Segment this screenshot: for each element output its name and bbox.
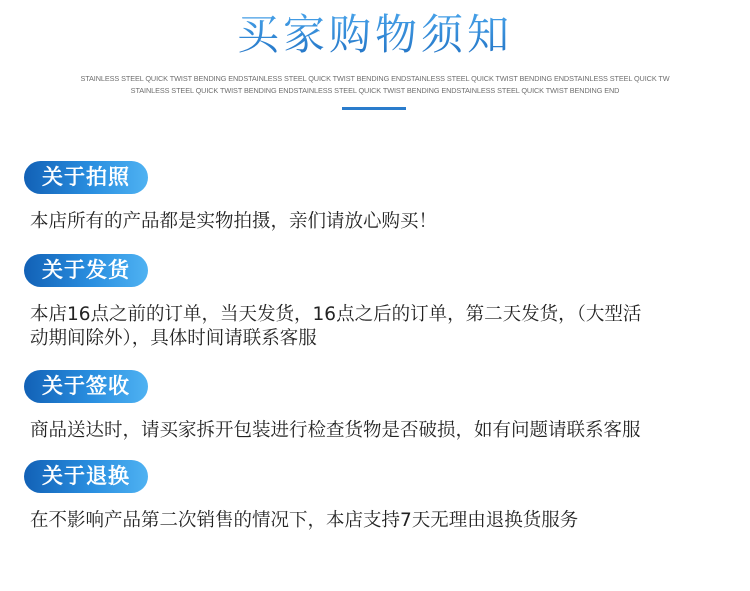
- section-shipping-badge: 关于发货: [24, 254, 148, 287]
- title-divider: [342, 107, 406, 110]
- section-return-badge: 关于退换: [24, 460, 148, 493]
- section-shipping-text: 本店16点之前的订单，当天发货，16点之后的订单，第二天发货，（大型活 动期间除外），具体时间请联系客服: [30, 304, 642, 349]
- section-receipt-text: 商品送达时，请买家拆开包装进行检查货物是否破损，如有问题请联系客服: [30, 420, 641, 441]
- section-photo-badge: 关于拍照: [24, 161, 148, 194]
- section-photo-text: 本店所有的产品都是实物拍摄，亲们请放心购买！: [30, 211, 438, 232]
- section-receipt-badge: 关于签收: [24, 370, 148, 403]
- page-title: 买家购物须知: [0, 8, 750, 62]
- section-return-text: 在不影响产品第二次销售的情况下，本店支持7天无理由退换货服务: [30, 510, 579, 531]
- subtitle-line-1: STAINLESS STEEL QUICK TWIST BENDING ENDSTAINLESS STEEL QUICK TWIST BENDING ENDSTAINLESS STEEL QUICK TWIST BENDING ENDSTAINLESS STEEL QUICK TW: [80, 74, 670, 83]
- subtitle-line-2: STAINLESS STEEL QUICK TWIST BENDING ENDSTAINLESS STEEL QUICK TWIST BENDING ENDSTAINLESS STEEL QUICK TWIST BENDING END: [130, 86, 620, 95]
